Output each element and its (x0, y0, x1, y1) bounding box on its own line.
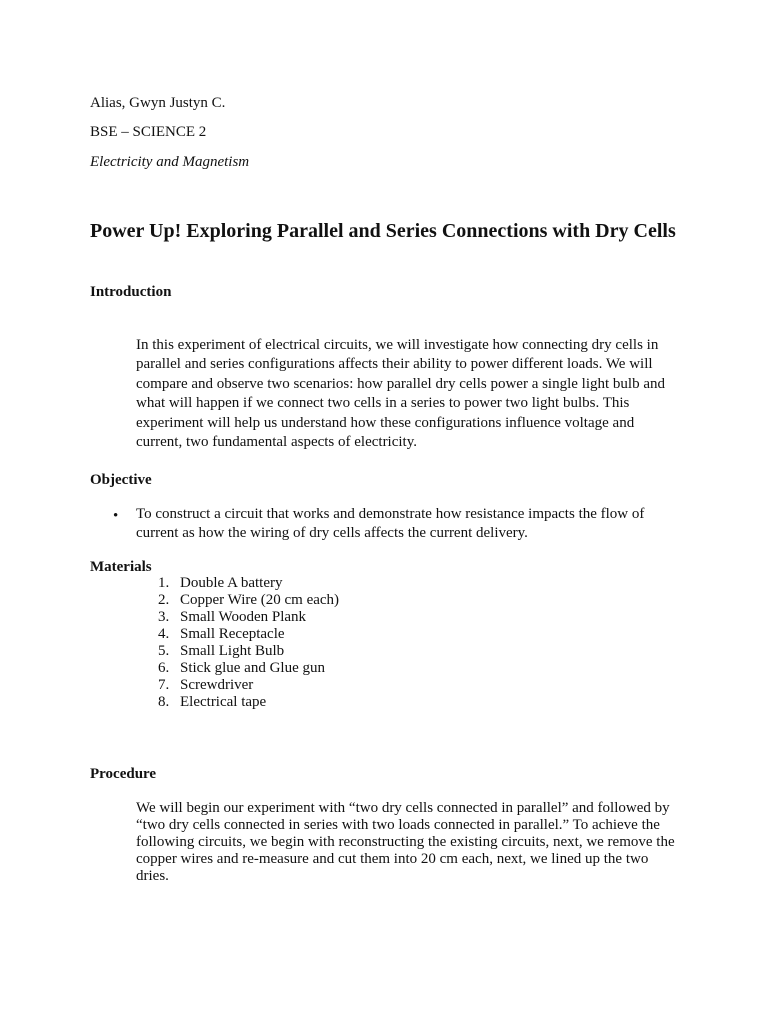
procedure-paragraph: We will begin our experiment with “two dry cells connected in parallel” and followed by “two dry cells connected in series with two loads connected in parallel.” To achieve the following circuits, we begin with reconstructing the existing circuits, next, we remove the copper wires and re-measure and cut them into 20 cm each, next, we lined up the two dries. (136, 800, 675, 884)
list-item (158, 592, 339, 609)
material-label: Screwdriver (180, 677, 254, 693)
objective-item: To construct a circuit that works and demonstrate how resistance impacts the flow of current as how the wiring of dry cells affects the current delivery. (136, 506, 645, 541)
material-label: Small Wooden Plank (180, 609, 307, 625)
list-item (158, 660, 339, 677)
bullet-icon: • (113, 508, 119, 524)
author-name: Alias, Gwyn Justyn C. (90, 95, 226, 111)
materials-heading: Materials (90, 559, 152, 575)
introduction-heading: Introduction (90, 284, 172, 300)
material-label: Copper Wire (20 cm each) (180, 592, 340, 608)
list-number: 3. (158, 609, 170, 625)
list-item (158, 643, 339, 660)
program-name: BSE – SCIENCE 2 (90, 124, 207, 140)
list-item (158, 626, 339, 643)
list-number: 5. (158, 643, 170, 659)
material-label: Small Receptacle (180, 626, 285, 642)
list-number: 7. (158, 677, 170, 693)
list-number: 8. (158, 694, 170, 710)
material-label: Small Light Bulb (180, 643, 285, 659)
material-label: Electrical tape (180, 694, 267, 710)
list-item (158, 677, 339, 694)
page-title: Power Up! Exploring Parallel and Series Connections with Dry Cells (90, 220, 676, 242)
list-number: 2. (158, 592, 170, 608)
material-label: Stick glue and Glue gun (180, 660, 325, 676)
material-label: Double A battery (180, 575, 283, 591)
procedure-heading: Procedure (90, 766, 157, 782)
materials-list (158, 575, 339, 711)
introduction-paragraph: In this experiment of electrical circuits, we will investigate how connecting dry cells in parallel and series configurations affects their ability to power different loads. We will compare and observe two scenarios: how parallel dry cells power a single light bulb and what will happen if we connect two cells in a series to power two light bulbs. This experiment will help us understand how these configurations influence voltage and current, two fundamental aspects of electricity. (136, 337, 666, 451)
list-item (158, 575, 339, 592)
course-name: Electricity and Magnetism (90, 154, 250, 170)
objective-heading: Objective (90, 472, 152, 488)
list-number: 4. (158, 626, 170, 642)
list-number: 6. (158, 660, 170, 676)
list-number: 1. (158, 575, 170, 591)
list-item (158, 609, 339, 626)
list-item (158, 694, 339, 711)
